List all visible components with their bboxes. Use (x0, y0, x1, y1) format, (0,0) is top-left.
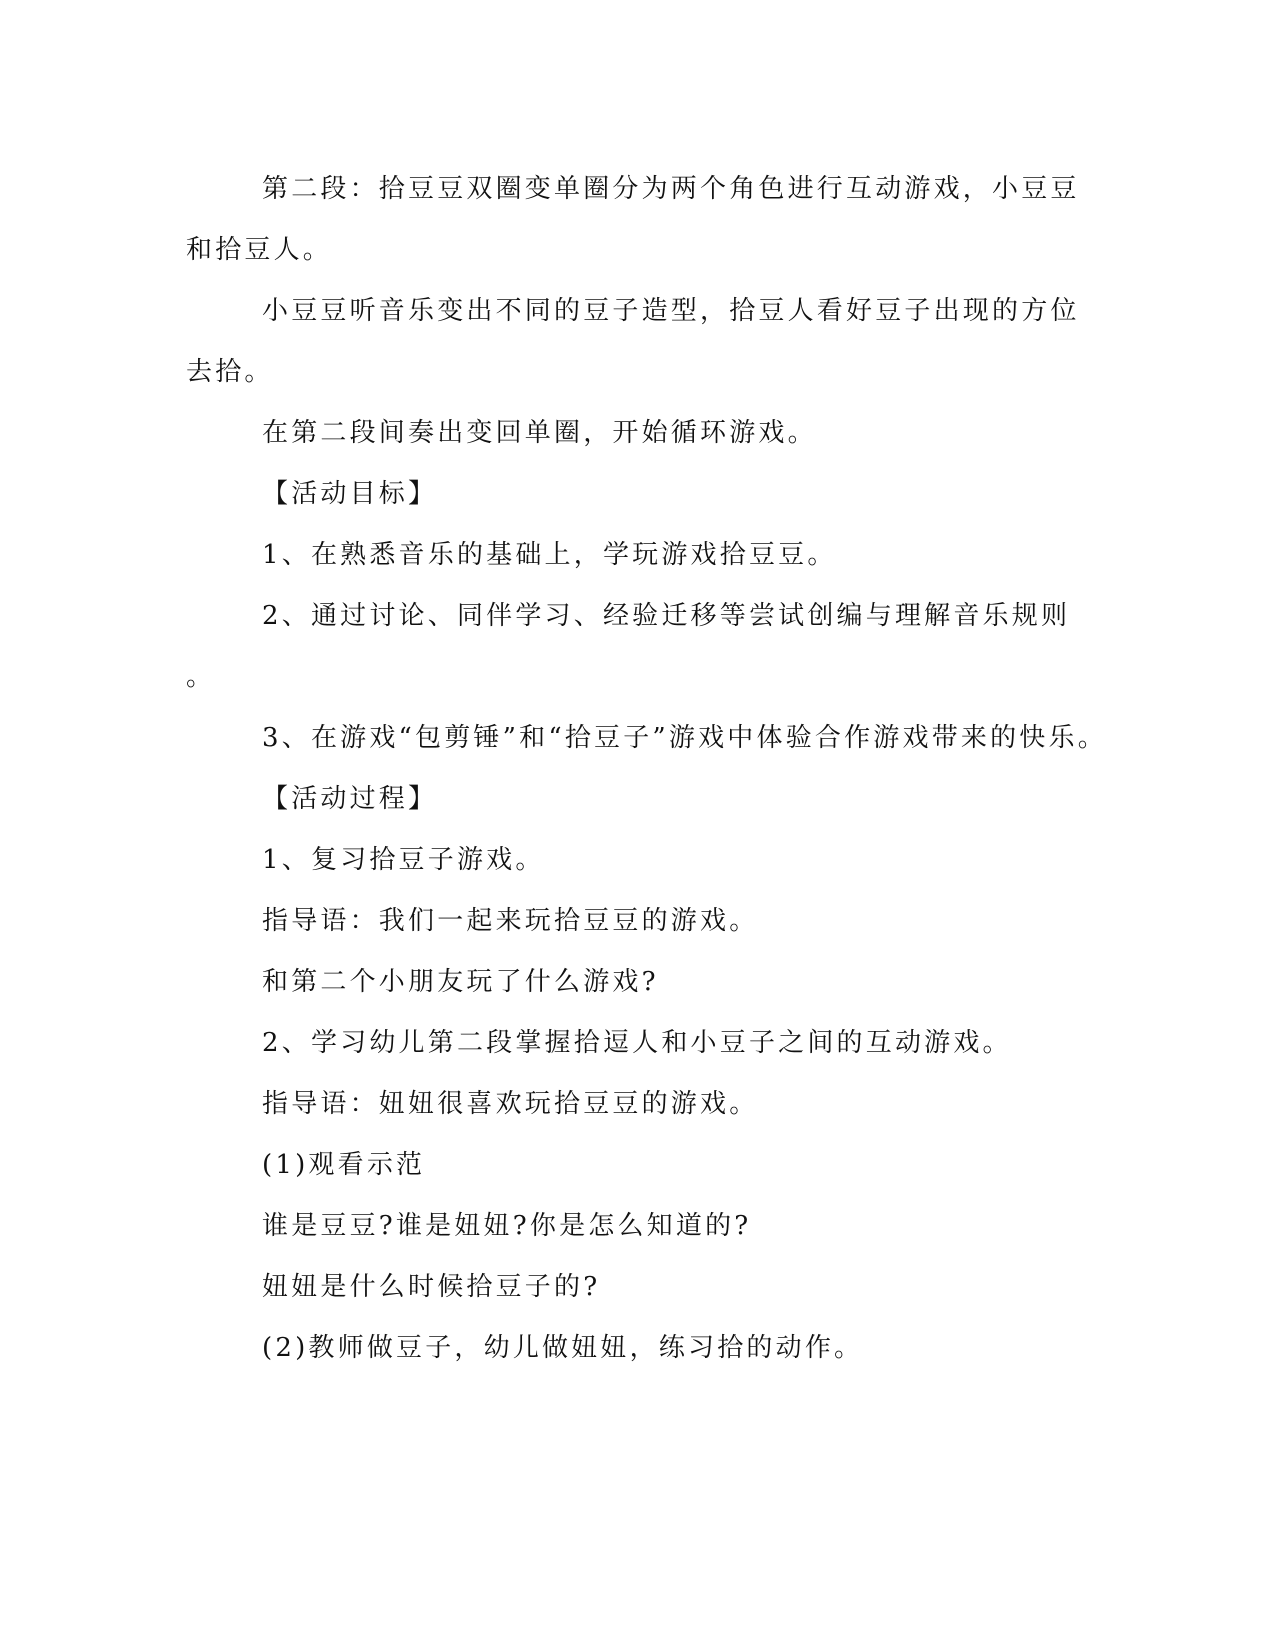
list-item: 1、复习拾豆子游戏。 (262, 845, 545, 875)
list-item: 3、在游戏“包剪锤”和“拾豆子”游戏中体验合作游戏带来的快乐。 (262, 723, 1107, 753)
section-heading-activity-goals: 【活动目标】 (262, 479, 438, 509)
section-heading-activity-process: 【活动过程】 (262, 784, 438, 814)
paragraph-line: 妞妞是什么时候拾豆子的? (262, 1272, 601, 1302)
paragraph-line: 指导语：妞妞很喜欢玩拾豆豆的游戏。 (262, 1089, 759, 1119)
sub-item: (1)观看示范 (262, 1150, 426, 1180)
paragraph-line: 第二段：拾豆豆双圈变单圈分为两个角色进行互动游戏，小豆豆 (262, 174, 1080, 204)
paragraph-line: 去拾。 (186, 357, 274, 387)
sub-item: (2)教师做豆子，幼儿做妞妞，练习拾的动作。 (262, 1333, 864, 1363)
list-item: 2、学习幼儿第二段掌握拾逗人和小豆子之间的互动游戏。 (262, 1028, 1012, 1058)
paragraph-line: 。 (186, 662, 216, 692)
paragraph-line: 指导语：我们一起来玩拾豆豆的游戏。 (262, 906, 759, 936)
paragraph-line: 小豆豆听音乐变出不同的豆子造型，拾豆人看好豆子出现的方位 (262, 296, 1080, 326)
list-item: 2、通过讨论、同伴学习、经验迁移等尝试创编与理解音乐规则 (262, 601, 1071, 631)
paragraph-line: 在第二段间奏出变回单圈，开始循环游戏。 (262, 418, 817, 448)
paragraph-line: 和第二个小朋友玩了什么游戏? (262, 967, 659, 997)
paragraph-line: 谁是豆豆?谁是妞妞?你是怎么知道的? (262, 1211, 752, 1241)
list-item: 1、在熟悉音乐的基础上，学玩游戏拾豆豆。 (262, 540, 837, 570)
paragraph-line: 和拾豆人。 (186, 235, 333, 265)
